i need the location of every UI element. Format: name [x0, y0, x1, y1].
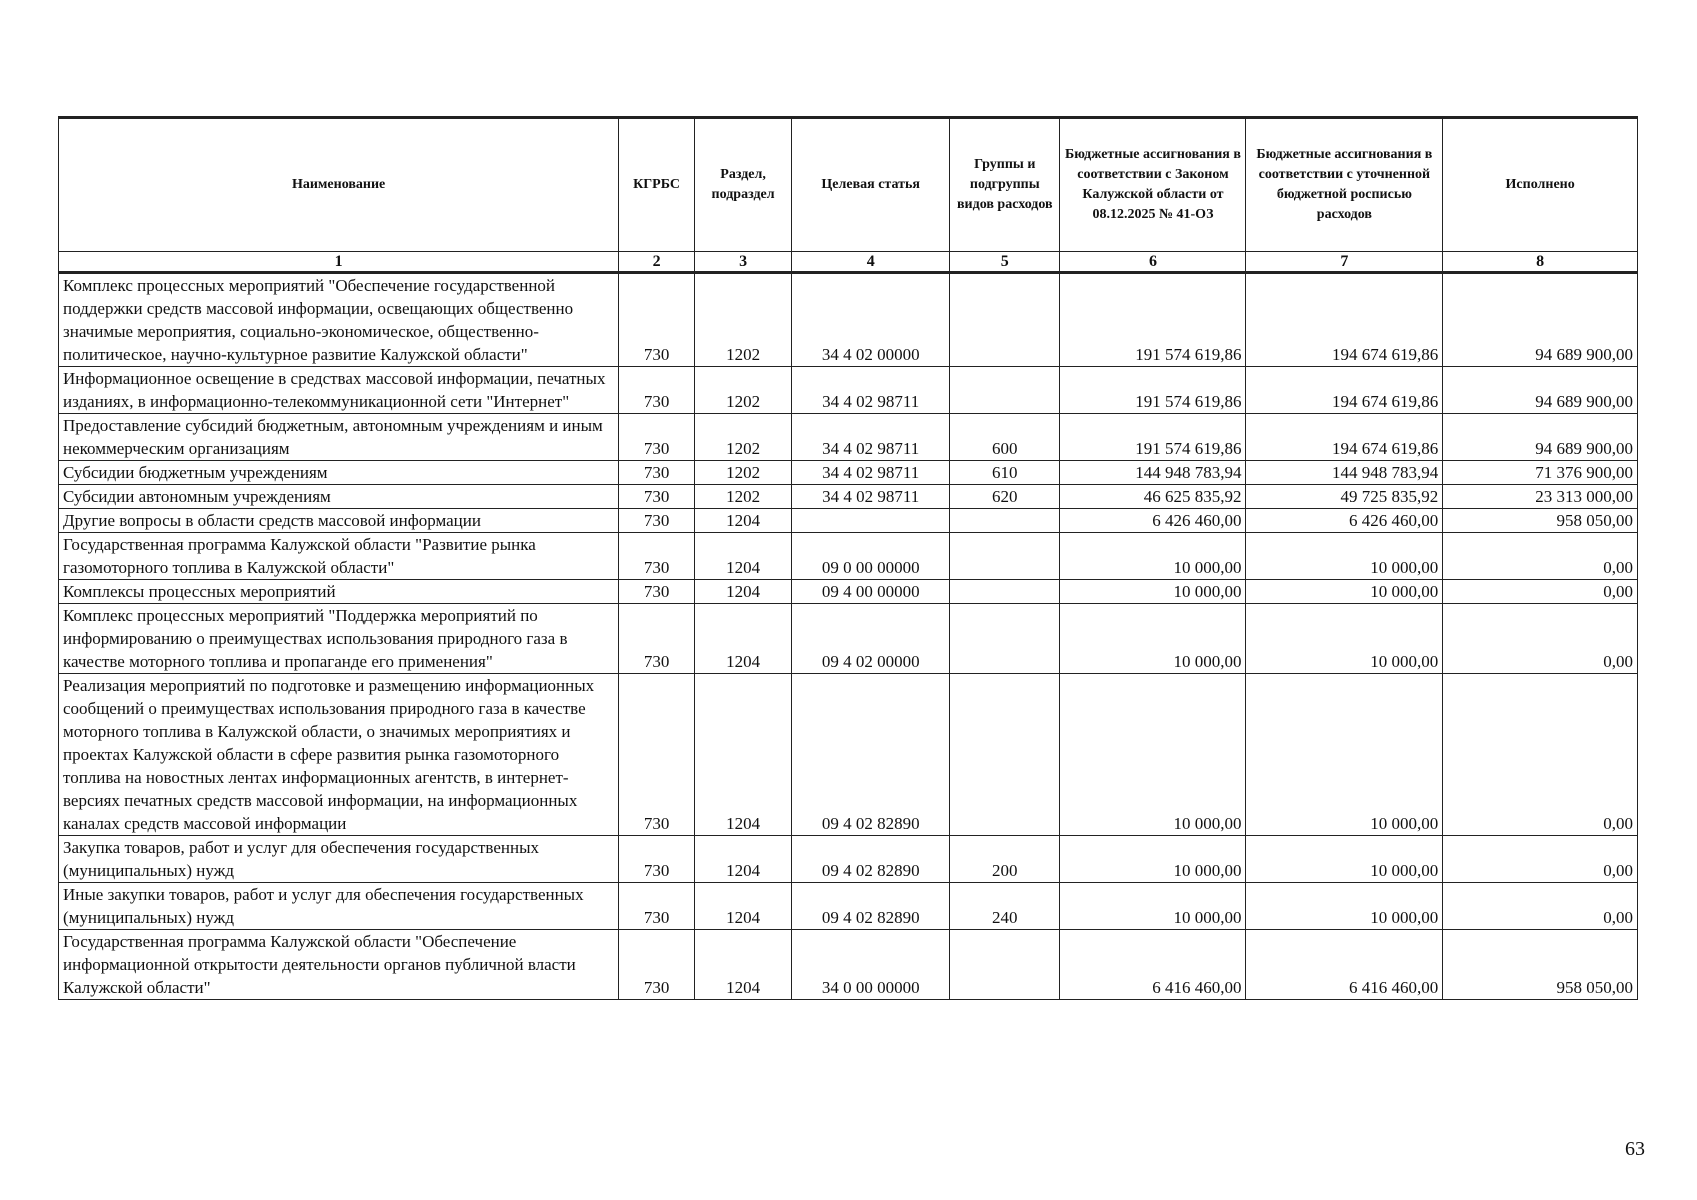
row-law-amount: 191 574 619,86 — [1060, 367, 1246, 414]
row-group — [950, 533, 1060, 580]
row-kgrbs: 730 — [619, 883, 695, 930]
row-refined-amount: 10 000,00 — [1246, 604, 1443, 674]
row-executed-amount: 0,00 — [1443, 604, 1638, 674]
row-target: 09 4 02 82890 — [792, 883, 950, 930]
row-name: Субсидии бюджетным учреждениям — [59, 461, 619, 485]
row-kgrbs: 730 — [619, 509, 695, 533]
row-section: 1204 — [694, 533, 791, 580]
column-number: 5 — [950, 252, 1060, 273]
row-name: Государственная программа Калужской области "Развитие рынка газомоторного топлива в Калужской области" — [59, 533, 619, 580]
table-row — [59, 273, 1638, 367]
row-law-amount: 10 000,00 — [1060, 604, 1246, 674]
row-name: Закупка товаров, работ и услуг для обеспечения государственных (муниципальных) нужд — [59, 836, 619, 883]
row-law-amount: 10 000,00 — [1060, 580, 1246, 604]
row-section: 1202 — [694, 414, 791, 461]
row-group: 620 — [950, 485, 1060, 509]
table-row — [59, 533, 1638, 580]
row-section: 1204 — [694, 930, 791, 1000]
table-row — [59, 367, 1638, 414]
row-executed-amount: 958 050,00 — [1443, 930, 1638, 1000]
table-row — [59, 883, 1638, 930]
row-law-amount: 6 426 460,00 — [1060, 509, 1246, 533]
row-section: 1202 — [694, 485, 791, 509]
row-kgrbs: 730 — [619, 485, 695, 509]
row-kgrbs: 730 — [619, 930, 695, 1000]
row-group — [950, 674, 1060, 836]
row-section: 1204 — [694, 509, 791, 533]
row-kgrbs: 730 — [619, 533, 695, 580]
column-number-row — [59, 252, 1638, 273]
header-law: Бюджетные ассигнования в соответствии с Законом Калужской области от 08.12.2025 № 41-ОЗ — [1060, 118, 1246, 252]
row-executed-amount: 0,00 — [1443, 533, 1638, 580]
table-row — [59, 485, 1638, 509]
column-number: 3 — [694, 252, 791, 273]
row-kgrbs: 730 — [619, 836, 695, 883]
column-number: 2 — [619, 252, 695, 273]
row-group — [950, 509, 1060, 533]
row-section: 1202 — [694, 273, 791, 367]
row-name: Субсидии автономным учреждениям — [59, 485, 619, 509]
row-executed-amount: 0,00 — [1443, 836, 1638, 883]
row-group: 610 — [950, 461, 1060, 485]
row-target: 09 4 02 00000 — [792, 604, 950, 674]
row-executed-amount: 94 689 900,00 — [1443, 367, 1638, 414]
row-target: 34 4 02 98711 — [792, 485, 950, 509]
budget-table — [58, 116, 1638, 1000]
row-refined-amount: 10 000,00 — [1246, 836, 1443, 883]
table-row — [59, 674, 1638, 836]
column-number: 6 — [1060, 252, 1246, 273]
row-law-amount: 144 948 783,94 — [1060, 461, 1246, 485]
table-row — [59, 604, 1638, 674]
row-target: 34 0 00 00000 — [792, 930, 950, 1000]
row-executed-amount: 958 050,00 — [1443, 509, 1638, 533]
row-kgrbs: 730 — [619, 461, 695, 485]
row-target: 34 4 02 98711 — [792, 461, 950, 485]
row-kgrbs: 730 — [619, 580, 695, 604]
row-group: 600 — [950, 414, 1060, 461]
row-executed-amount: 0,00 — [1443, 580, 1638, 604]
row-refined-amount: 6 426 460,00 — [1246, 509, 1443, 533]
row-executed-amount: 71 376 900,00 — [1443, 461, 1638, 485]
row-name: Государственная программа Калужской области "Обеспечение информационной открытости деятельности органов публичной власти Калужской области" — [59, 930, 619, 1000]
row-refined-amount: 10 000,00 — [1246, 674, 1443, 836]
row-section: 1204 — [694, 883, 791, 930]
header-kgrbs: КГРБС — [619, 118, 695, 252]
header-refined: Бюджетные ассигнования в соответствии с уточненной бюджетной росписью расходов — [1246, 118, 1443, 252]
row-law-amount: 10 000,00 — [1060, 883, 1246, 930]
header-section: Раздел, подраздел — [694, 118, 791, 252]
row-refined-amount: 194 674 619,86 — [1246, 273, 1443, 367]
row-name: Комплексы процессных мероприятий — [59, 580, 619, 604]
page-number: 63 — [1625, 1138, 1645, 1160]
row-section: 1204 — [694, 580, 791, 604]
column-number: 8 — [1443, 252, 1638, 273]
header-name: Наименование — [59, 118, 619, 252]
row-target: 09 4 00 00000 — [792, 580, 950, 604]
row-executed-amount: 94 689 900,00 — [1443, 414, 1638, 461]
row-law-amount: 10 000,00 — [1060, 533, 1246, 580]
row-kgrbs: 730 — [619, 367, 695, 414]
header-target: Целевая статья — [792, 118, 950, 252]
row-group: 200 — [950, 836, 1060, 883]
row-executed-amount: 0,00 — [1443, 883, 1638, 930]
table-row — [59, 580, 1638, 604]
row-law-amount: 191 574 619,86 — [1060, 414, 1246, 461]
row-kgrbs: 730 — [619, 414, 695, 461]
row-refined-amount: 10 000,00 — [1246, 883, 1443, 930]
row-executed-amount: 94 689 900,00 — [1443, 273, 1638, 367]
row-refined-amount: 6 416 460,00 — [1246, 930, 1443, 1000]
row-target: 09 4 02 82890 — [792, 836, 950, 883]
row-group — [950, 580, 1060, 604]
row-law-amount: 6 416 460,00 — [1060, 930, 1246, 1000]
row-refined-amount: 194 674 619,86 — [1246, 414, 1443, 461]
row-kgrbs: 730 — [619, 604, 695, 674]
row-kgrbs: 730 — [619, 674, 695, 836]
row-target: 09 0 00 00000 — [792, 533, 950, 580]
row-target: 34 4 02 98711 — [792, 414, 950, 461]
row-section: 1204 — [694, 604, 791, 674]
table-row — [59, 414, 1638, 461]
row-executed-amount: 0,00 — [1443, 674, 1638, 836]
row-group — [950, 273, 1060, 367]
row-law-amount: 10 000,00 — [1060, 674, 1246, 836]
row-group — [950, 367, 1060, 414]
row-target — [792, 509, 950, 533]
row-group: 240 — [950, 883, 1060, 930]
row-refined-amount: 10 000,00 — [1246, 580, 1443, 604]
row-name: Другие вопросы в области средств массовой информации — [59, 509, 619, 533]
column-number: 4 — [792, 252, 950, 273]
table-row — [59, 930, 1638, 1000]
row-refined-amount: 194 674 619,86 — [1246, 367, 1443, 414]
row-refined-amount: 49 725 835,92 — [1246, 485, 1443, 509]
column-number: 1 — [59, 252, 619, 273]
header-executed: Исполнено — [1443, 118, 1638, 252]
row-section: 1204 — [694, 836, 791, 883]
table-row — [59, 461, 1638, 485]
row-name: Реализация мероприятий по подготовке и размещению информационных сообщений о преимуществах использования природного газа в качестве моторного топлива в Калужской области, о значимых мероприятиях и проектах Калужской области в сфере развития рынка газомоторного топлива на новостных лентах информационных агентств, в интернет-версиях печатных средств массовой информации, на информационных каналах средств массовой информации — [59, 674, 619, 836]
table-row — [59, 836, 1638, 883]
row-name: Иные закупки товаров, работ и услуг для обеспечения государственных (муниципальных) нужд — [59, 883, 619, 930]
row-name: Предоставление субсидий бюджетным, автономным учреждениям и иным некоммерческим организациям — [59, 414, 619, 461]
row-section: 1202 — [694, 461, 791, 485]
header-row — [59, 118, 1638, 252]
row-law-amount: 10 000,00 — [1060, 836, 1246, 883]
row-name: Информационное освещение в средствах массовой информации, печатных изданиях, в информационно-телекоммуникационной сети "Интернет" — [59, 367, 619, 414]
row-target: 34 4 02 98711 — [792, 367, 950, 414]
row-target: 09 4 02 82890 — [792, 674, 950, 836]
row-refined-amount: 144 948 783,94 — [1246, 461, 1443, 485]
row-section: 1204 — [694, 674, 791, 836]
row-group — [950, 604, 1060, 674]
row-name: Комплекс процессных мероприятий "Поддержка мероприятий по информированию о преимуществах использования природного газа в качестве моторного топлива и пропаганде его применения" — [59, 604, 619, 674]
row-kgrbs: 730 — [619, 273, 695, 367]
row-law-amount: 191 574 619,86 — [1060, 273, 1246, 367]
header-group: Группы и подгруппы видов расходов — [950, 118, 1060, 252]
row-target: 34 4 02 00000 — [792, 273, 950, 367]
row-group — [950, 930, 1060, 1000]
column-number: 7 — [1246, 252, 1443, 273]
table-row — [59, 509, 1638, 533]
row-refined-amount: 10 000,00 — [1246, 533, 1443, 580]
row-section: 1202 — [694, 367, 791, 414]
row-executed-amount: 23 313 000,00 — [1443, 485, 1638, 509]
row-law-amount: 46 625 835,92 — [1060, 485, 1246, 509]
row-name: Комплекс процессных мероприятий "Обеспечение государственной поддержки средств массовой информации, освещающих общественно значимые мероприятия, социально-экономическое, общественно-политическое, научно-культурное развитие Калужской области" — [59, 273, 619, 367]
